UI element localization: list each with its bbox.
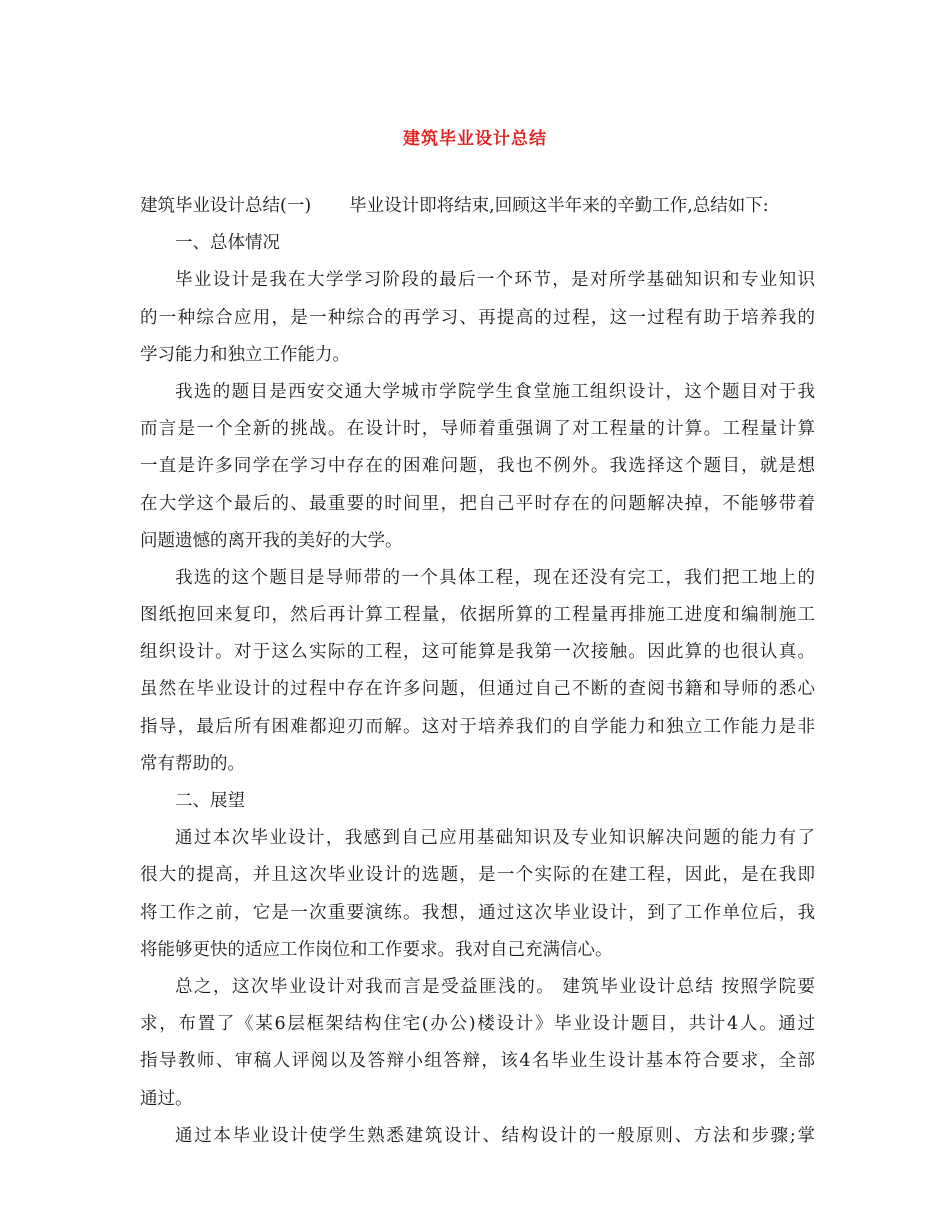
text-line: 指导教师、审稿人评阅以及答辩小组答辩，该4名毕业生设计基本符合要求，全部 (140, 1051, 815, 1072)
text-line: 一直是许多同学在学习中存在的困难问题，我也不例外。我选择这个题目，就是想 (140, 456, 815, 477)
text-line: 组织设计。对于这么实际的工程，这可能算是我第一次接触。因此算的也很认真。 (140, 642, 815, 663)
text-line: 二、展望 (175, 791, 245, 811)
text-line (140, 188, 815, 225)
text-line: 很大的提高，并且这次毕业设计的选题，是一个实际的在建工程，因此，是在我即 (140, 865, 815, 886)
section-heading-inline: 建筑毕业设计总结(一) (140, 196, 312, 216)
text-line: 通过。 (140, 1088, 193, 1109)
text-line: 常有帮助的。 (140, 753, 245, 774)
text-line: 虽然在毕业设计的过程中存在许多问题，但通过自己不断的查阅书籍和导师的悉心 (140, 679, 815, 700)
text-line: 我选的这个题目是导师带的一个具体工程，现在还没有完工，我们把工地上的 (175, 567, 815, 588)
text-line: 通过本毕业设计使学生熟悉建筑设计、结构设计的一般原则、方法和步骤;掌 (175, 1125, 815, 1146)
text-line: 我选的题目是西安交通大学城市学院学生食堂施工组织设计，这个题目对于我 (175, 381, 815, 402)
text-line: 图纸抱回来复印，然后再计算工程量，依据所算的工程量再排施工进度和编制施工 (140, 605, 815, 626)
text-line: 将能够更快的适应工作岗位和工作要求。我对自己充满信心。 (140, 939, 613, 960)
text-line: 而言是一个全新的挑战。在设计时，导师着重强调了对工程量的计算。工程量计算 (140, 419, 815, 440)
text-line: 通过本次毕业设计，我感到自己应用基础知识及专业知识解决问题的能力有了 (175, 828, 815, 849)
text-line: 学习能力和独立工作能力。 (140, 344, 350, 365)
text-line: 的一种综合应用，是一种综合的再学习、再提高的过程，这一过程有助于培养我的 (140, 307, 815, 328)
document-body (140, 188, 815, 1155)
text-line: 将工作之前，它是一次重要演练。我想，通过这次毕业设计，到了工作单位后，我 (140, 902, 815, 923)
text-line: 指导，最后所有困难都迎刃而解。这对于培养我们的自学能力和独立工作能力是非 (140, 716, 815, 737)
text-line: 问题遗憾的离开我的美好的大学。 (140, 530, 403, 551)
text-line: 总之，这次毕业设计对我而言是受益匪浅的。 建筑毕业设计总结 按照学院要 (175, 976, 815, 997)
text-line: 在大学这个最后的、最重要的时间里，把自己平时存在的问题解决掉，不能够带着 (140, 493, 815, 514)
text-line: 一、总体情况 (175, 233, 280, 254)
text-line: 毕业设计是我在大学学习阶段的最后一个环节，是对所学基础知识和专业知识 (175, 270, 815, 291)
text-line: 求，布置了《某6层框架结构住宅(办公)楼设计》毕业设计题目，共计4人。通过 (140, 1014, 815, 1035)
text-line-tail: 毕业设计即将结束,回顾这半年来的辛勤工作,总结如下: (349, 196, 769, 216)
document-title: 建筑毕业设计总结 (403, 129, 547, 149)
